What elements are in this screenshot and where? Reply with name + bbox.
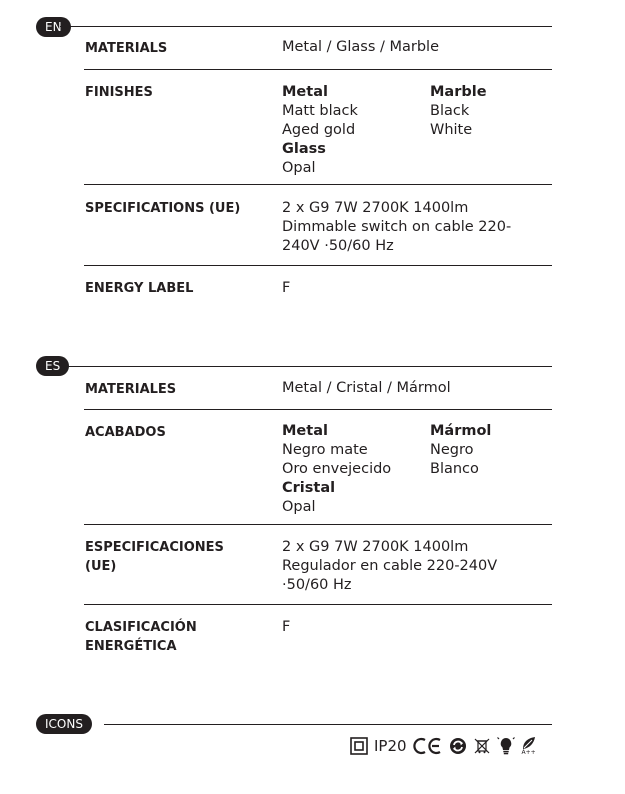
acabados-marmol <box>430 422 491 479</box>
finish-group-title: Glass <box>282 141 326 157</box>
finishes-metal-glass <box>282 83 358 178</box>
divider <box>84 184 552 185</box>
materiales-label: MATERIALES <box>85 382 177 397</box>
finish-item: Oro envejecido <box>282 461 392 477</box>
certification-icons <box>350 735 537 757</box>
finish-group-title: Marble <box>430 84 487 100</box>
finish-item: Black <box>430 103 470 119</box>
class-ii-icon <box>350 737 368 755</box>
divider <box>60 26 552 27</box>
materiales-value: Metal / Cristal / Mármol <box>282 380 451 396</box>
finish-group-title: Metal <box>282 84 328 100</box>
finishes-marble <box>430 83 487 140</box>
ip-rating: IP20 <box>374 737 407 755</box>
specifications-value <box>282 199 511 256</box>
energy-value: F <box>282 280 291 296</box>
finish-group-title: Mármol <box>430 423 492 439</box>
divider <box>84 69 552 70</box>
recycle-icon <box>449 737 467 755</box>
spec-line: ·50/60 Hz <box>282 577 352 593</box>
section-tag-en: EN <box>36 17 71 37</box>
spec-line: Dimmable switch on cable 220- <box>282 219 512 235</box>
label-line: ENERGÉTICA <box>85 639 177 654</box>
finish-item: Blanco <box>430 461 479 477</box>
finish-item: Opal <box>282 499 316 515</box>
materials-label: MATERIALS <box>85 41 168 56</box>
finish-item: Aged gold <box>282 122 356 138</box>
spec-line: 2 x G9 7W 2700K 1400lm <box>282 200 469 216</box>
divider <box>84 604 552 605</box>
spec-line: 2 x G9 7W 2700K 1400lm <box>282 539 469 555</box>
clasificacion-label <box>85 618 197 656</box>
weee-bin-icon <box>473 737 491 755</box>
finish-item: Matt black <box>282 103 358 119</box>
ce-mark-icon <box>413 737 443 755</box>
spec-line: Regulador en cable 220-240V <box>282 558 498 574</box>
finishes-label: FINISHES <box>85 85 153 100</box>
acabados-label: ACABADOS <box>85 425 166 440</box>
finish-item: Opal <box>282 160 316 176</box>
divider <box>84 409 552 410</box>
finish-group-title: Metal <box>282 423 328 439</box>
bulb-icon <box>497 736 515 756</box>
label-line: ESPECIFICACIONES <box>85 540 224 555</box>
section-tag-icons: ICONS <box>36 714 92 734</box>
finish-item: Negro mate <box>282 442 368 458</box>
materials-value: Metal / Glass / Marble <box>282 39 440 55</box>
especificaciones-value <box>282 538 497 595</box>
label-line: CLASIFICACIÓN <box>85 620 197 635</box>
acabados-metal-cristal <box>282 422 391 517</box>
divider <box>84 524 552 525</box>
divider <box>84 265 552 266</box>
finish-item: White <box>430 122 473 138</box>
energy-class-icon <box>521 736 537 756</box>
finish-group-title: Cristal <box>282 480 336 496</box>
energy-label: ENERGY LABEL <box>85 281 194 296</box>
divider <box>104 724 552 725</box>
section-tag-es: ES <box>36 356 69 376</box>
finish-item: Negro <box>430 442 474 458</box>
specifications-label: SPECIFICATIONS (UE) <box>85 201 241 216</box>
divider <box>60 366 552 367</box>
clasificacion-value: F <box>282 619 291 635</box>
label-line: (UE) <box>85 559 117 574</box>
spec-line: 240V ·50/60 Hz <box>282 238 394 254</box>
especificaciones-label <box>85 538 224 576</box>
energy-class-text: A++ <box>521 749 536 756</box>
